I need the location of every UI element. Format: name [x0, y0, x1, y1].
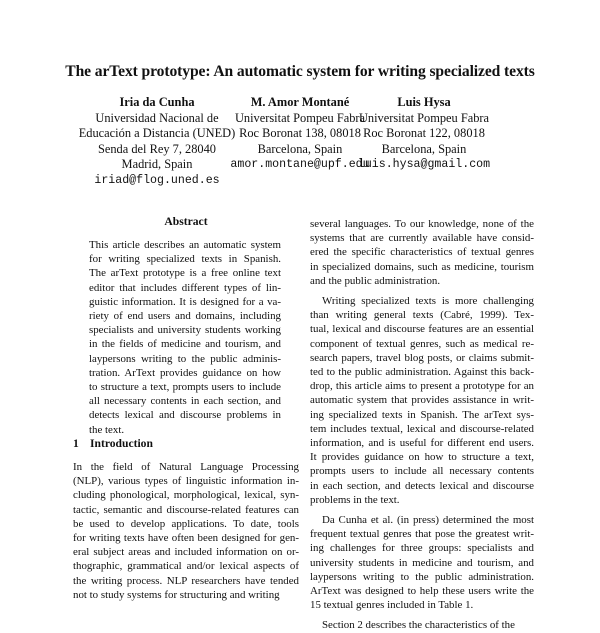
text-line: tration. ArText provides guidance on how [89, 366, 281, 379]
text-line: ing specialized texts in Spanish. The arText sys- [310, 408, 534, 421]
text-line: In the field of Natural Language Processing [73, 461, 299, 473]
text-line: problems in the text. [310, 493, 400, 506]
author-email: luis.hysa@gmail.com [357, 158, 491, 172]
author-name: M. Amor Montané [250, 95, 350, 109]
text-line: cluding phonological, morphological, lexical, syn- [73, 489, 299, 502]
text-line: drop, this article aims to present a prototype for an [310, 380, 534, 393]
author-affiliation-line: Universitat Pompeu Fabra [358, 110, 490, 125]
paper-title: The arText prototype: An automatic system for writing specialized texts [65, 63, 535, 80]
author-email: amor.montane@upf.edu [230, 158, 370, 172]
text-line: 15 textual genres included in Table 1. [310, 599, 474, 612]
text-line: to structure a text, prompts users to include [89, 381, 281, 394]
text-line: in each section, and detects lexical and discourse [310, 479, 534, 492]
text-line: not to study systems for structuring and writing [73, 588, 280, 601]
text-line: ing challenges for three groups: specialists and [310, 542, 534, 555]
text-line: eral subject areas and included information on or- [73, 546, 299, 559]
text-line: ArText was designed to help these users write the [310, 585, 534, 598]
text-line: tactic, semantic and discourse-related features can [73, 503, 299, 516]
text-line: component of textual genres, such as medical re- [310, 337, 534, 350]
text-line: riety of end users and domains, including [89, 310, 281, 323]
text-line: systems that are currently available have consid- [310, 232, 534, 245]
text-line: This article describes an automatic system [89, 239, 281, 251]
author-affiliation-line: Barcelona, Spain [381, 141, 467, 156]
text-line: tem includes textual, lexical and discourse-related [310, 422, 534, 435]
text-line: in specialized domains, such as medicine, tourism [310, 260, 534, 273]
introduction-text [73, 460, 299, 602]
text-line: tual, lexical and discourse features are an essential [310, 323, 534, 336]
text-line: The arText prototype is a free online text [89, 267, 281, 280]
author-affiliation-line: Universidad Nacional de [95, 110, 219, 125]
author-block-hysa [324, 95, 524, 173]
author-affiliation-line: Universitat Pompeu Fabra [234, 110, 366, 125]
author-affiliation-line: Barcelona, Spain [257, 141, 343, 156]
text-line: ered the specific characteristics of textual genres [310, 246, 534, 259]
text-line: for writing specialized texts in Spanish. [89, 253, 281, 266]
section-number: 1 [73, 437, 79, 450]
text-line: university students in medicine and tourism, and [310, 556, 534, 569]
text-line: Section 2 describes the characteristics of the [322, 619, 515, 632]
text-line: in the fields of medicine and tourism, and [89, 338, 281, 351]
text-line: information, and is useful for different end users. [310, 437, 534, 450]
text-line: ted to the public administration. Against this back- [310, 366, 534, 379]
text-line: guistic information. It is designed for a va- [89, 295, 281, 308]
paragraph [310, 618, 534, 632]
text-line: It provides guidance on how to structure a text, [310, 451, 534, 464]
right-column-text [310, 217, 534, 633]
text-line: laypersons writing to the public administration. [310, 570, 534, 583]
text-line: (NLP), various types of linguistic information in- [73, 475, 299, 488]
text-line: laypersons writing to the public adminis- [89, 352, 281, 365]
paragraph [310, 294, 534, 507]
author-affiliation-line: Madrid, Spain [121, 157, 193, 172]
text-line: editor that includes different types of lin- [89, 281, 281, 294]
author-affiliation-line: Roc Boronat 122, 08018 [363, 126, 485, 141]
text-line: Da Cunha et al. (in press) determined the most [322, 514, 534, 527]
text-line: automatic system that provides assistance in writ- [310, 394, 534, 407]
text-line: than writing general texts (Cabré, 1999). Tex- [310, 309, 534, 322]
author-affiliation-line: Senda del Rey 7, 28040 [97, 141, 217, 156]
section-title: Introduction [90, 437, 153, 450]
text-line: for writing texts have often been designed for gen- [73, 532, 299, 545]
text-line: several languages. To our knowledge, none of the [310, 218, 534, 230]
text-line: prompts users to include all necessary contents [310, 465, 534, 478]
text-line: thographic, grammatical and/or lexical aspects of [73, 560, 299, 573]
text-line: the writing process. NLP researchers have tended [73, 574, 299, 587]
text-line: frequent textual genres that pose the greatest writ- [310, 528, 534, 541]
author-affiliation-line: Roc Boronat 138, 08018 [239, 126, 361, 141]
author-email: iriad@flog.uned.es [94, 173, 220, 187]
paragraph [310, 513, 534, 612]
author-name: Iria da Cunha [119, 95, 195, 109]
author-affiliation-line: Educación a Distancia (UNED) [78, 126, 236, 141]
author-name: Luis Hysa [397, 95, 451, 109]
paragraph [310, 217, 534, 288]
text-line: specialists and university students working [89, 324, 281, 337]
section-heading-introduction [73, 437, 153, 450]
abstract-text [89, 238, 281, 437]
abstract-heading: Abstract [164, 215, 208, 228]
text-line: Writing specialized texts is more challenging [322, 295, 534, 308]
text-line: search papers, travel blog posts, or claims submit- [310, 351, 534, 364]
text-line: all necessary contents in each section, and [89, 395, 281, 408]
text-line: and the public administration. [310, 274, 441, 287]
text-line: be used to develop applications. To date, tools [73, 517, 299, 530]
text-line: the text. [89, 423, 125, 436]
text-line: detects lexical and discourse problems in [89, 409, 281, 422]
